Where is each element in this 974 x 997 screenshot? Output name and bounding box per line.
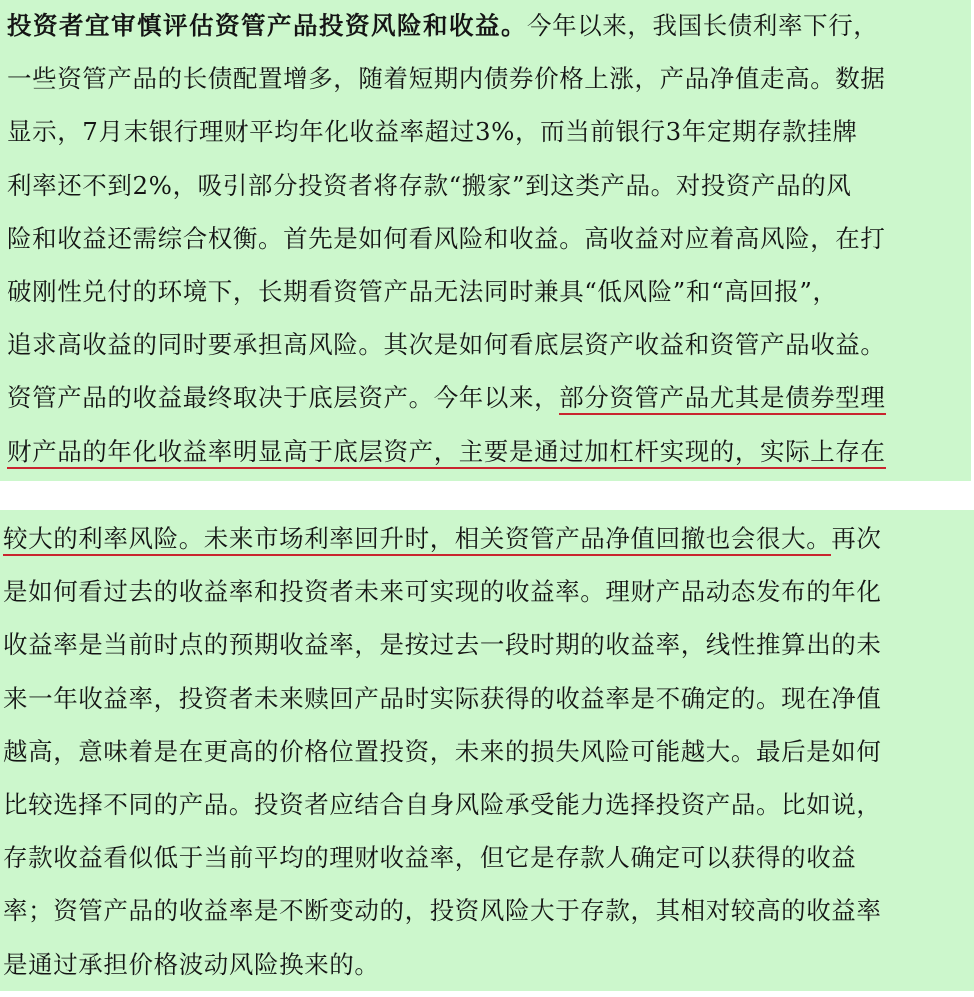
article-block-top [0,0,971,481]
text-line-10-rest: 再次 [831,524,882,553]
underlined-text: 财产品的年化收益率明显高于底层资产，主要是通过加杠杆实现的，实际上存在 [7,437,886,469]
text-line-6: 破刚性兑付的环境下，长期看资管产品无法同时兼具“低风险”和“高回报”， [7,276,838,306]
text-line-13: 来一年收益率，投资者未来赎回产品时实际获得的收益率是不确定的。现在净值 [3,683,882,713]
text-line-2: 一些资管产品的长债配置增多，随着短期内债券价格上涨，产品净值走高。数据 [7,64,886,94]
lead-sentence: 投资者宜审慎评估资管产品投资风险和收益。 [7,11,527,40]
text-line-8 [7,377,965,430]
article-block-bottom [0,510,974,991]
text-line-3: 显示，7月末银行理财平均年化收益率超过3%，而当前银行3年定期存款挂牌 [7,117,858,147]
text-line-9 [7,431,965,484]
text-line-17: 率；资管产品的收益率是不断变动的，投资风险大于存款，其相对较高的收益率 [3,896,882,926]
text-line-4: 利率还不到2%，吸引部分投资者将存款“搬家”到这类产品。对投资产品的风 [7,170,852,200]
text-line-12: 收益率是当前时点的预期收益率，是按过去一段时期的收益率，线性推算出的未 [3,630,882,660]
text-line-10 [3,518,970,571]
text-line-14: 越高，意味着是在更高的价格位置投资，未来的损失风险可能越大。最后是如何 [3,736,882,766]
underlined-text: 较大的利率风险。未来市场利率回升时，相关资管产品净值回撤也会很大。 [3,524,831,556]
text-line-11: 是如何看过去的收益率和投资者未来可实现的收益率。理财产品动态发布的年化 [3,577,882,607]
text-line-18: 是通过承担价格波动风险换来的。 [3,949,380,979]
text-line-8-plain: 资管产品的收益最终取决于底层资产。今年以来， [7,383,560,413]
text-line-15: 比较选择不同的产品。投资者应结合自身风险承受能力选择投资产品。比如说， [3,789,882,819]
text-line-5: 险和收益还需综合权衡。首先是如何看风险和收益。高收益对应着高风险，在打 [7,223,886,253]
text-line-1-rest: 今年以来，我国长债利率下行， [527,11,879,40]
text-line-16: 存款收益看似低于当前平均的理财收益率，但它是存款人确定可以获得的收益 [3,843,857,873]
text-line-7: 追求高收益的同时要承担高风险。其次是如何看底层资产收益和资管产品收益。 [7,330,886,360]
underlined-text: 部分资管产品尤其是债券型理 [559,383,885,415]
text-line-1 [7,5,965,58]
